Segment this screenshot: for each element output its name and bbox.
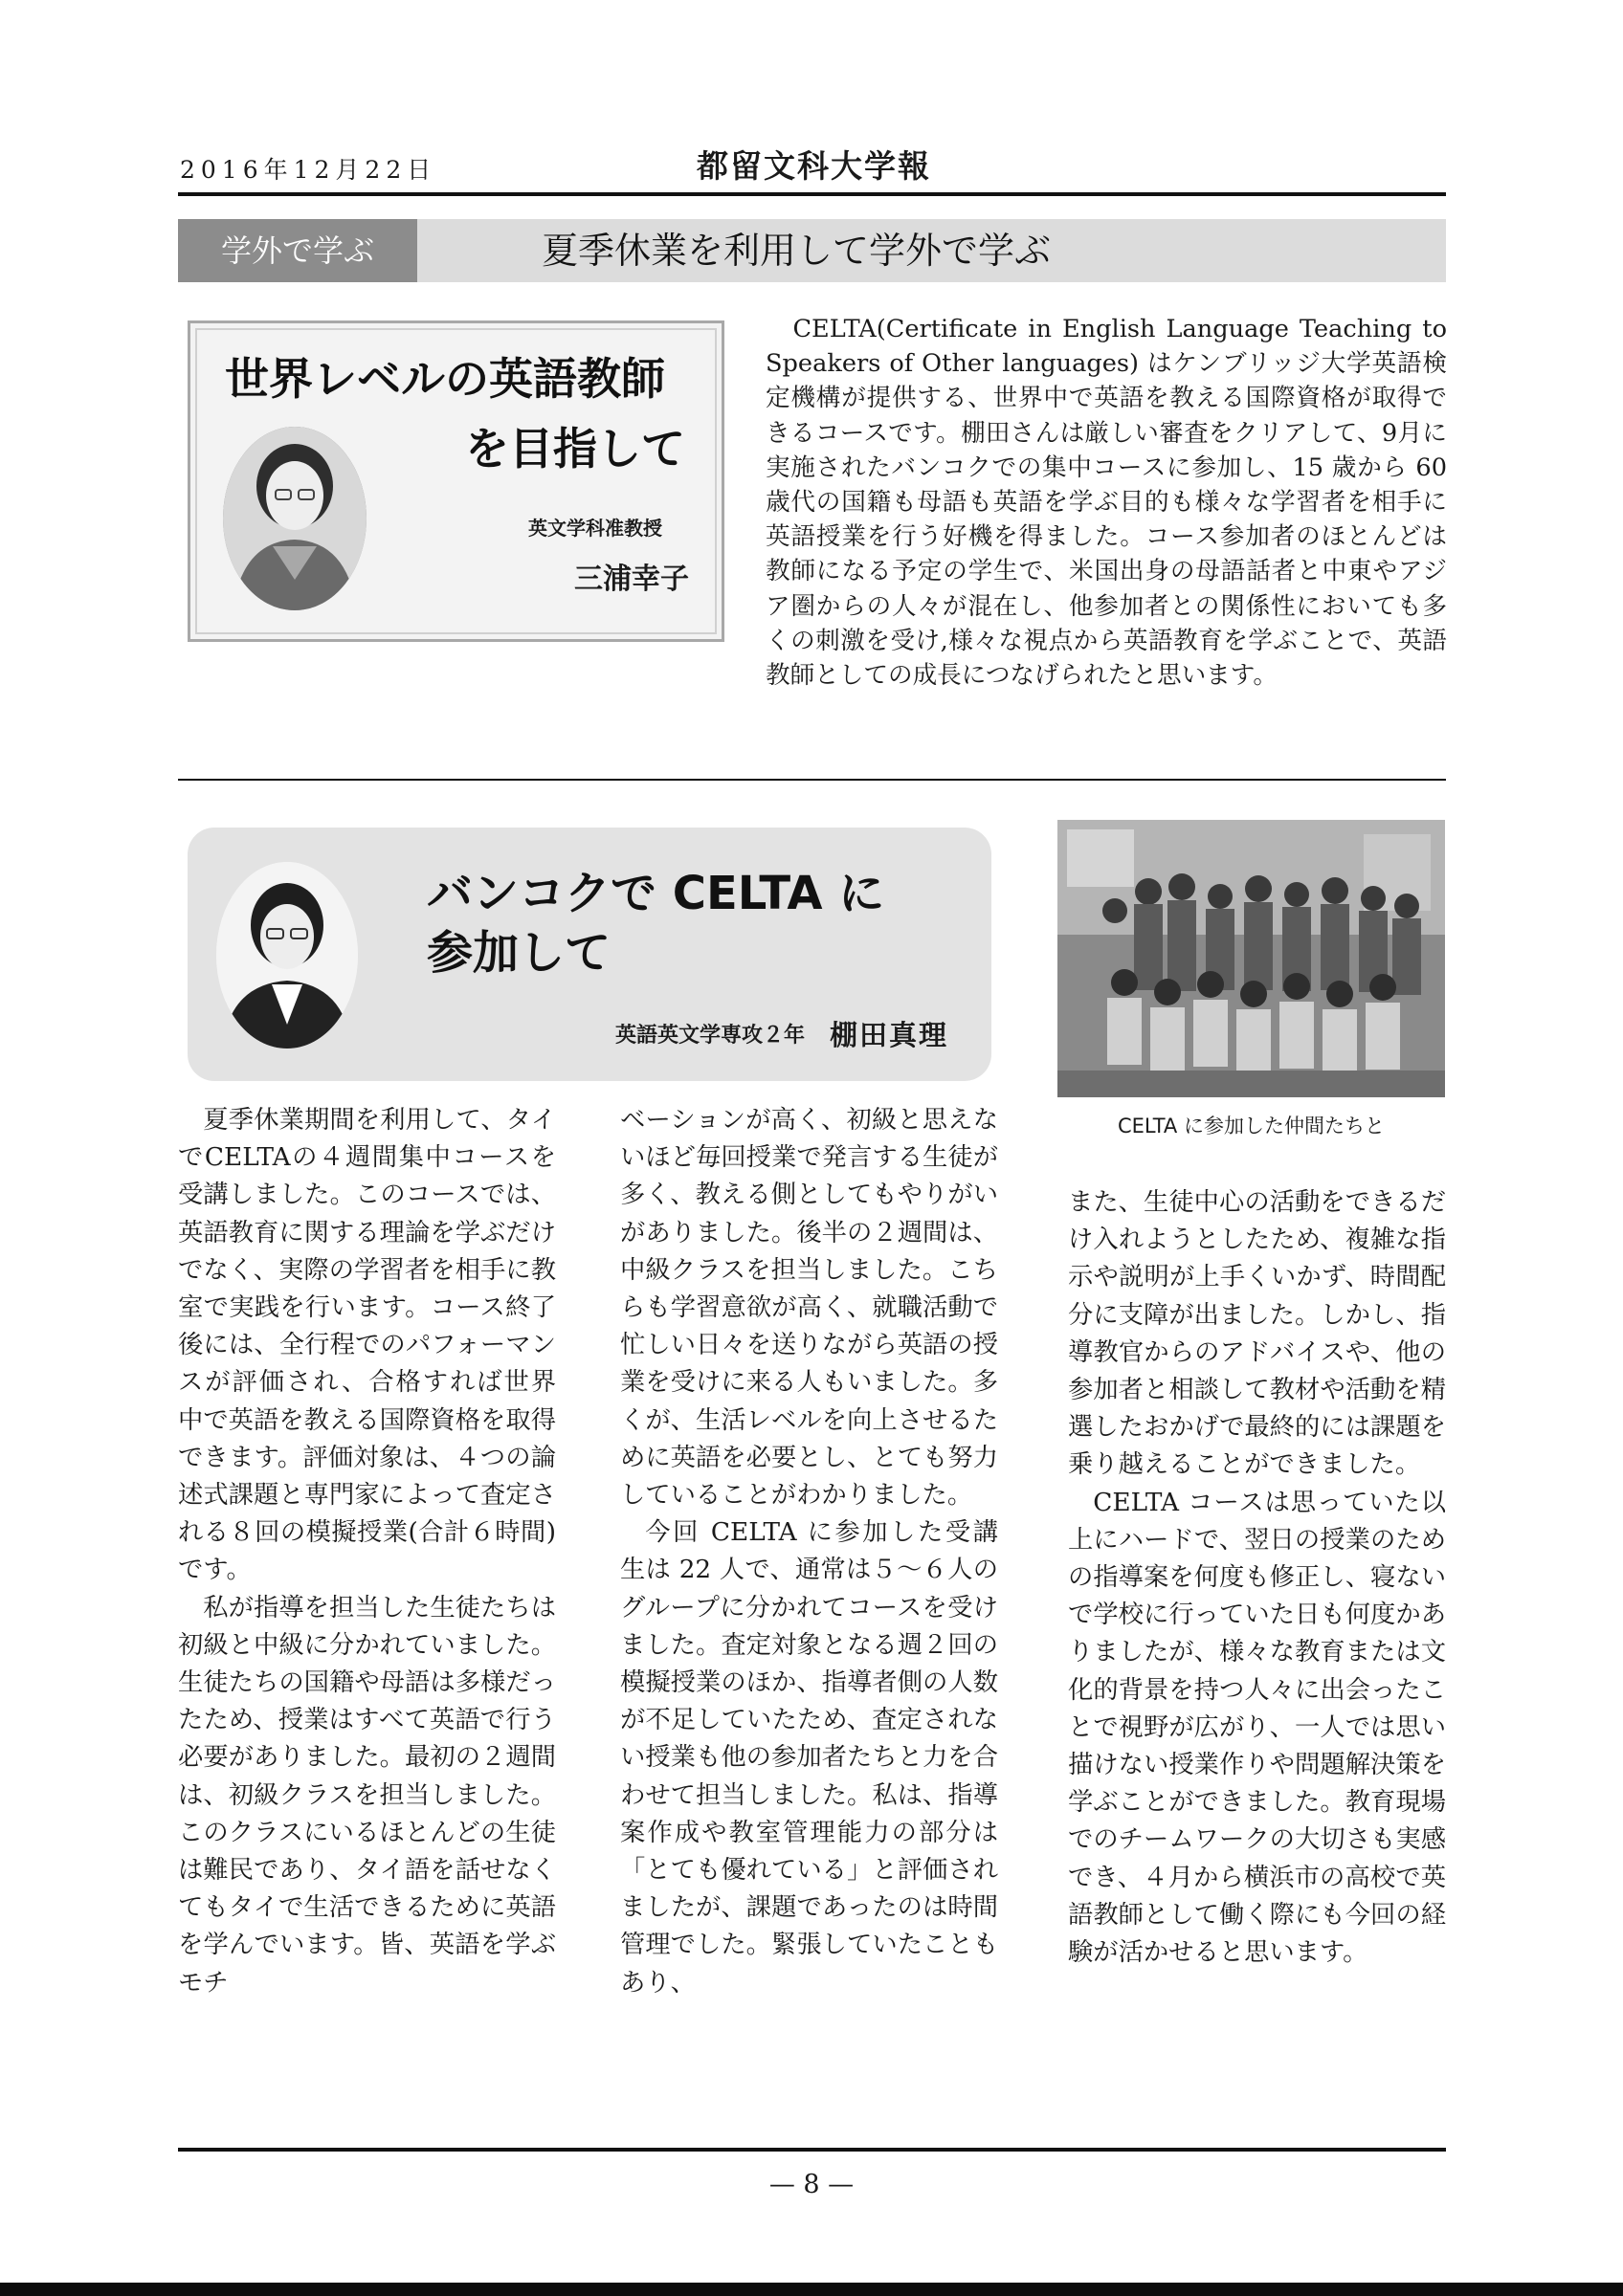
feature1-author-name: 三浦幸子 (574, 563, 689, 596)
student-portrait-photo (216, 862, 358, 1049)
issue-date: 2016年12月22日 (180, 156, 437, 184)
page-number: — 8 — (768, 2170, 855, 2199)
feature2-header-box (188, 828, 991, 1081)
feature2-title-line1: バンコクで CELTA に (427, 867, 885, 920)
paragraph: また、生徒中心の活動をできるだけ入れようとしたため、複雑な指示や説明が上手くいかず、時間配分に支障が出ました。しかし、指導教官からのアドバイスや、他の参加者と相談して教材や活動を精選したおかげで最終的には課題を乗り越えることができました。 (1068, 1188, 1446, 1480)
footer-rule (178, 2148, 1446, 2152)
scan-edge (0, 2283, 1623, 2296)
paragraph: CELTA コースは思っていた以上にハードで、翌日の授業のための指導案を何度も修正し、寝ないで学校に行っていた日も何度かありましたが、様々な教育または文化的背景を持つ人々に出会ったことで視野が広がり、一人では思い描けない授業作りや問題解決策を学ぶことができました。教育現場でのチームワークの大切さも実感でき、４月から横浜市の高校で英語教師として働く際にも今回の経験が活かせると思います。 (1068, 1488, 1446, 1968)
feature1-heading-line1: 世界レベルの英語教師 (225, 353, 665, 405)
photo-caption: CELTA に参加した仲間たちと (1118, 1115, 1385, 1137)
section-banner (178, 219, 1446, 282)
paragraph: 今回 CELTA に参加した受講生は 22 人で、通常は５～６人のグループに分かれてコースを受けました。査定対象となる週２回の模擬授業のほか、指導者側の人数が不足していたため、査定されない授業も他の参加者たちと力を合わせて担当しました。私は、指導案作成や教室管理能力の部分は「とても優れている」と評価されましたが、課題であったのは時間管理でした。緊張していたこともあり、 (620, 1518, 998, 1998)
author-portrait-photo (223, 427, 367, 610)
feature1-author-role: 英文学科准教授 (528, 517, 662, 540)
feature2-title-line2: 参加して (427, 926, 611, 980)
group-photo (1057, 820, 1445, 1097)
section-tag: 学外で学ぶ (178, 219, 417, 282)
paragraph: ベーションが高く、初級と思えないほど毎回授業で発言する生徒が多く、教える側としてもやりがいがありました。後半の２週間は、中級クラスを担当しました。こちらも学習意欲が高く、就職活動で忙しい日々を送りながら英語の授業を受けに来る人もいました。多くが、生活レベルを向上させるために英語を必要とし、とても努力していることがわかりました。 (620, 1106, 998, 1511)
feature1-heading-line2: を目指して (465, 423, 685, 475)
header-rule (178, 192, 1446, 196)
paragraph: 夏季休業期間を利用して、タイでCELTAの４週間集中コースを受講しました。このコースでは、英語教育に関する理論を学ぶだけでなく、実際の学習者を相手に教室で実践を行います。コース終了後には、全行程でのパフォーマンスが評価され、合格すれば世界中で英語を教える国際資格を取得できます。評価対象は、４つの論述式課題と専門家によって査定される８回の模擬授業(合計６時間)です。 (178, 1106, 556, 1585)
section-divider (178, 779, 1446, 781)
feature1-body-text: CELTA(Certificate in English Language Teaching to Speakers of Other languages) はケンブリッジ大学英語検定機構が提供する、世界中で英語を教える国際資格が取得できるコースです。棚田さんは厳しい審査をクリアして、9月に実施されたバンコクでの集中コースに参加し、15 歳から 60 歳代の国籍も母語も英語を学ぶ目的も様々な学習者を相手に英語授業を行う好機を得ました。コース参加者のほとんどは教師になる予定の学生で、米国出身の母語話者と中東やアジア圏からの人々が混在し、他参加者との関係性においても多くの刺激を受け,様々な視点から英語教育を学ぶことで、英語教師としての成長につなげられたと思います。 (766, 315, 1447, 691)
publication-title: 都留文科大学報 (697, 147, 931, 185)
section-title: 夏季休業を利用して学外で学ぶ (542, 230, 1052, 272)
feature2-author-affiliation: 英語英文学専攻２年 (614, 1024, 805, 1048)
article-column-3 (1068, 1184, 1446, 1972)
feature2-author-name: 棚田真理 (829, 1019, 948, 1051)
article-column-1 (178, 1102, 556, 2002)
paragraph: 私が指導を担当した生徒たちは初級と中級に分かれていました。生徒たちの国籍や母語は多様だったため、授業はすべて英語で行う必要がありました。最初の２週間は、初級クラスを担当しました。このクラスにいるほとんどの生徒は難民であり、タイ語を話せなくてもタイで生活できるために英語を学んでいます。皆、英語を学ぶモチ (178, 1593, 556, 1998)
article-column-2 (620, 1102, 998, 2002)
feature1-header-box (188, 320, 724, 642)
